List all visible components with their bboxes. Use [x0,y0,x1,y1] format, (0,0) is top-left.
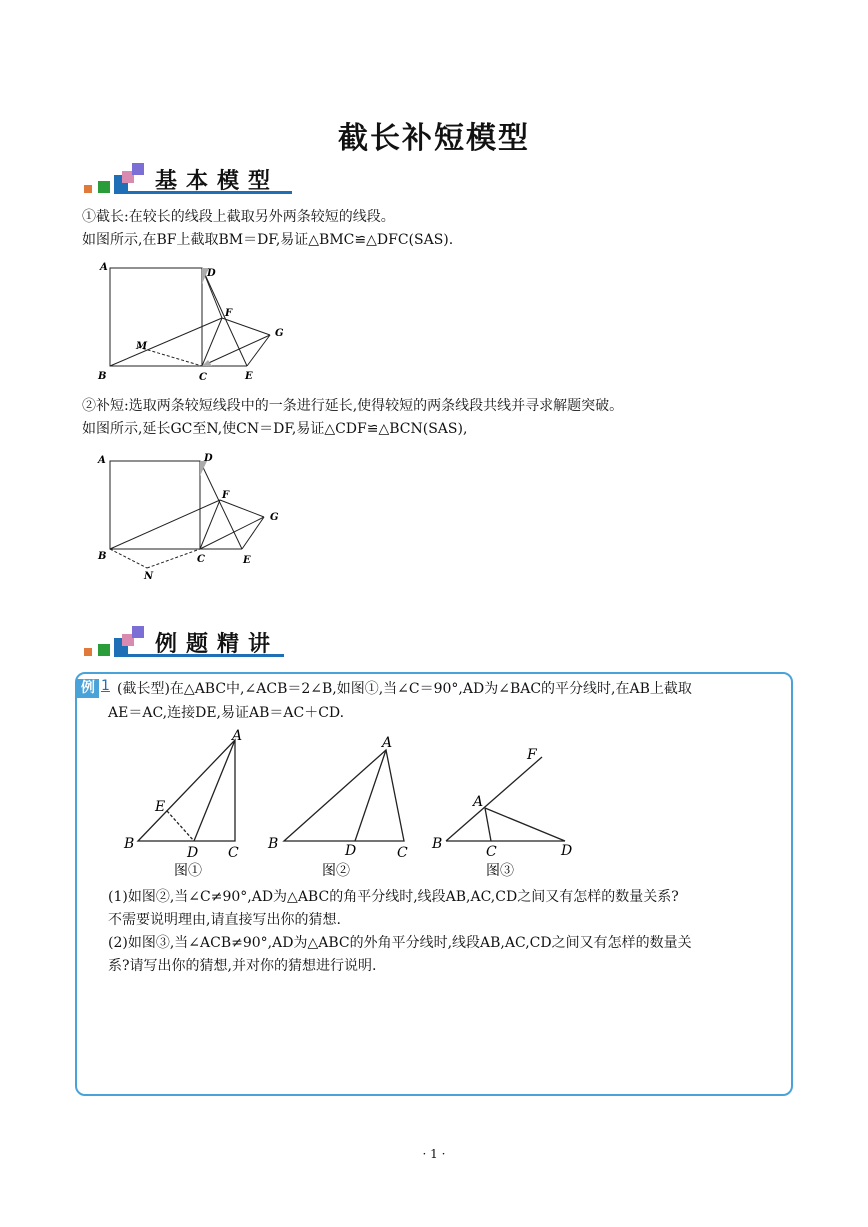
fig3-caption: 图③ [486,863,514,878]
page-title: 截长补短模型 [338,121,530,156]
fig2-caption: 图② [322,863,350,878]
fig1-label-E: E [155,799,166,815]
diagram1-label-D: D [207,268,216,279]
decor-square-orange [84,648,92,656]
fig3-label-F: F [527,747,537,763]
section-heading-label: 例题精讲 [155,632,280,657]
example-line1: (截长型)在△ABC中,∠ACB＝2∠B,如图①,当∠C＝90°,AD为∠BAC的平分线时,在AB上截取 [117,681,692,697]
question1-line2: 不需要说明理由,请直接写出你的猜想. [108,912,341,928]
decor-square-purple [132,626,144,638]
diagram1-label-B: B [98,371,107,382]
fig2-label-B: B [268,836,279,852]
fig2-label-A: A [382,735,393,751]
fig1-label-A: A [232,728,243,744]
fig3-label-C: C [486,844,497,860]
diagram2-label-D: D [204,453,213,464]
example-number: 1 [101,678,110,694]
example-tag: 例 [77,679,99,698]
fig3-label-D: D [561,843,573,859]
fig2-label-D: D [345,843,357,859]
diagram-cut-long [92,260,302,385]
diagram1-label-C: C [199,372,207,383]
fig1-label-D: D [187,845,199,861]
diagram1-label-G: G [275,328,284,339]
method2-line2: 如图所示,延长GC至N,使CN＝DF,易证△CDF≌△BCN(SAS), [82,421,468,437]
fig1-label-C: C [228,845,239,861]
diagram2-label-B: B [98,551,107,562]
fig3-label-A: A [473,794,484,810]
fig3-label-B: B [432,836,443,852]
diagram2-label-F: F [222,490,230,501]
figure-2 [264,728,419,882]
diagram1-label-E: E [245,371,253,382]
question2-line1: (2)如图③,当∠ACB≠90°,AD为△ABC的外角平分线时,线段AB,AC,CD之间又有怎样的数量关 [108,935,692,951]
fig1-caption: 图① [174,863,202,878]
diagram2-label-C: C [197,554,205,565]
diagram2-label-E: E [243,555,251,566]
decor-square-green [98,644,110,656]
decor-square-purple [132,163,144,175]
method1-line2: 如图所示,在BF上截取BM＝DF,易证△BMC≌△DFC(SAS). [82,232,454,248]
page-number: · 1 · [422,1147,446,1161]
fig1-label-B: B [124,836,135,852]
diagram1-label-A: A [100,262,108,273]
figure-1 [118,728,253,882]
diagram1-label-F: F [225,308,233,319]
method1-line1: ①截长:在较长的线段上截取另外两条较短的线段。 [82,209,395,225]
decor-square-green [98,181,110,193]
decor-square-orange [84,185,92,193]
question1-line1: (1)如图②,当∠C≠90°,AD为△ABC的角平分线时,线段AB,AC,CD之间又有怎样的数量关系? [108,889,679,905]
figure-3 [428,728,588,882]
question2-line2: 系?请写出你的猜想,并对你的猜想进行说明. [108,958,377,974]
method2-line1: ②补短:选取两条较短线段中的一条进行延长,使得较短的两条线段共线并寻求解题突破。 [82,398,624,414]
diagram2-label-A: A [98,455,106,466]
section-heading-basic-models [82,163,292,199]
diagram1-label-M: M [136,341,148,352]
diagram2-label-N: N [144,571,154,582]
diagram2-label-G: G [270,512,279,523]
example-line2: AE＝AC,连接DE,易证AB＝AC＋CD. [108,705,345,721]
fig2-label-C: C [397,845,408,861]
section-heading-label: 基本模型 [155,169,280,194]
diagram-extend-short [92,450,292,585]
section-heading-examples [82,626,292,662]
